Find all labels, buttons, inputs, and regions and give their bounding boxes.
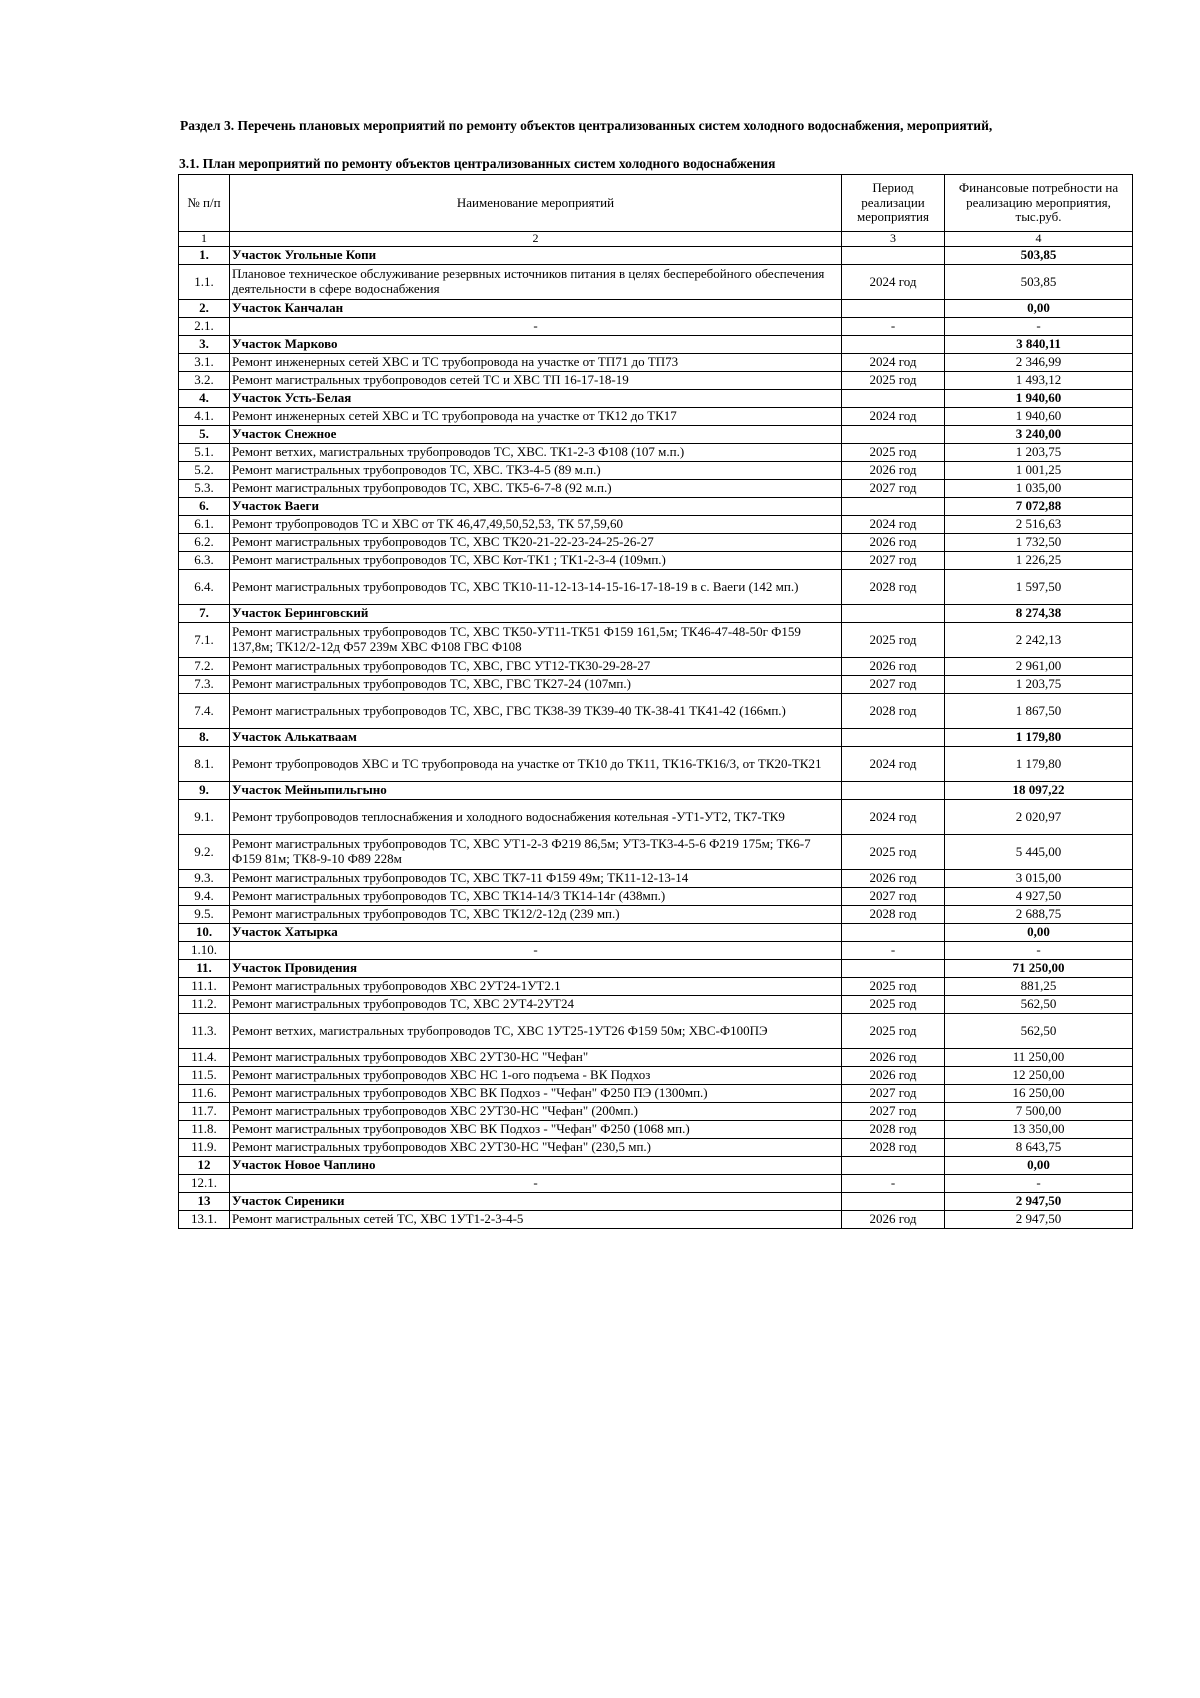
row-cost: 71 250,00 xyxy=(945,960,1133,978)
row-name: Ремонт магистральных трубопроводов сетей ТС и ХВС ТП 16-17-18-19 xyxy=(230,372,842,390)
row-period: 2027 год xyxy=(842,1103,945,1121)
row-cost: 562,50 xyxy=(945,1014,1133,1049)
row-cost: 1 203,75 xyxy=(945,444,1133,462)
table-row xyxy=(179,462,1133,480)
table-row xyxy=(179,800,1133,835)
column-number: 2 xyxy=(230,232,842,247)
section-row xyxy=(179,498,1133,516)
row-number: 11.7. xyxy=(179,1103,230,1121)
section-row xyxy=(179,960,1133,978)
row-period: 2028 год xyxy=(842,1121,945,1139)
row-cost: 0,00 xyxy=(945,300,1133,318)
row-period xyxy=(842,960,945,978)
row-name: Участок Хатырка xyxy=(230,924,842,942)
row-number: 11.2. xyxy=(179,996,230,1014)
row-period: 2025 год xyxy=(842,1014,945,1049)
row-name: Ремонт магистральных трубопроводов ТС, ХВС ТК12/2-12д (239 мп.) xyxy=(230,906,842,924)
row-cost: - xyxy=(945,318,1133,336)
table-row xyxy=(179,408,1133,426)
row-number: 2. xyxy=(179,300,230,318)
row-name: Ремонт инженерных сетей ХВС и ТС трубопровода на участке от ТК12 до ТК17 xyxy=(230,408,842,426)
row-name: Ремонт магистральных трубопроводов ТС, ХВС, ГВС УТ12-ТК30-29-28-27 xyxy=(230,658,842,676)
table-row xyxy=(179,1175,1133,1193)
row-number: 3.2. xyxy=(179,372,230,390)
table-header-row xyxy=(179,175,1133,232)
table-row xyxy=(179,996,1133,1014)
row-period: 2028 год xyxy=(842,694,945,729)
table-row xyxy=(179,1103,1133,1121)
row-number: 11.1. xyxy=(179,978,230,996)
section-row xyxy=(179,782,1133,800)
column-number: 3 xyxy=(842,232,945,247)
row-number: 9.2. xyxy=(179,835,230,870)
row-number: 13 xyxy=(179,1193,230,1211)
row-period: 2028 год xyxy=(842,570,945,605)
table-row xyxy=(179,747,1133,782)
row-period: - xyxy=(842,318,945,336)
row-name: - xyxy=(230,942,842,960)
row-name: Ремонт магистральных трубопроводов ХВС НС 1-ого подъема - ВК Подхоз xyxy=(230,1067,842,1085)
row-period: 2024 год xyxy=(842,747,945,782)
row-name: Ремонт магистральных трубопроводов ТС, ХВС УТ1-2-3 Ф219 86,5м; УТ3-ТК3-4-5-6 Ф219 175м; ТК6-7 Ф159 81м; ТК8-9-10 Ф89 228м xyxy=(230,835,842,870)
row-period: 2025 год xyxy=(842,835,945,870)
row-cost: 1 732,50 xyxy=(945,534,1133,552)
repair-plan-table xyxy=(178,174,1133,1229)
row-cost: 3 240,00 xyxy=(945,426,1133,444)
row-name: Ремонт магистральных трубопроводов ТС, ХВС, ГВС ТК27-24 (107мп.) xyxy=(230,676,842,694)
row-cost: 2 020,97 xyxy=(945,800,1133,835)
section-row xyxy=(179,426,1133,444)
table-row xyxy=(179,534,1133,552)
row-name: Ремонт магистральных трубопроводов ТС, ХВС, ГВС ТК38-39 ТК39-40 ТК-38-41 ТК41-42 (166мп.) xyxy=(230,694,842,729)
row-name: - xyxy=(230,1175,842,1193)
row-number: 11.3. xyxy=(179,1014,230,1049)
row-name: Ремонт магистральных трубопроводов ХВС 2УТ30-НС "Чефан" (200мп.) xyxy=(230,1103,842,1121)
row-cost: 1 179,80 xyxy=(945,729,1133,747)
table-row xyxy=(179,318,1133,336)
row-cost: 562,50 xyxy=(945,996,1133,1014)
row-name: Ремонт ветхих, магистральных трубопроводов ТС, ХВС. ТК1-2-3 Ф108 (107 м.п.) xyxy=(230,444,842,462)
row-number: 6. xyxy=(179,498,230,516)
row-period: 2026 год xyxy=(842,1049,945,1067)
row-cost: 3 015,00 xyxy=(945,870,1133,888)
subsection-title: 3.1. План мероприятий по ремонту объектов централизованных систем холодного водоснабжения xyxy=(179,156,776,171)
row-cost: 1 179,80 xyxy=(945,747,1133,782)
row-name: Участок Мейныпильгыно xyxy=(230,782,842,800)
table-row xyxy=(179,623,1133,658)
row-cost: 1 867,50 xyxy=(945,694,1133,729)
table-row xyxy=(179,265,1133,300)
row-cost: 2 947,50 xyxy=(945,1211,1133,1229)
row-cost: 2 242,13 xyxy=(945,623,1133,658)
row-cost: 2 947,50 xyxy=(945,1193,1133,1211)
table-row xyxy=(179,516,1133,534)
row-cost: 7 500,00 xyxy=(945,1103,1133,1121)
row-name: Участок Марково xyxy=(230,336,842,354)
row-cost: 1 035,00 xyxy=(945,480,1133,498)
row-cost: 503,85 xyxy=(945,265,1133,300)
row-period xyxy=(842,605,945,623)
row-period: 2025 год xyxy=(842,372,945,390)
row-number: 11. xyxy=(179,960,230,978)
row-number: 4. xyxy=(179,390,230,408)
row-name: Участок Алькатваам xyxy=(230,729,842,747)
row-name: Участок Усть-Белая xyxy=(230,390,842,408)
row-cost: 2 688,75 xyxy=(945,906,1133,924)
row-cost: 7 072,88 xyxy=(945,498,1133,516)
row-period: 2027 год xyxy=(842,480,945,498)
row-period: 2026 год xyxy=(842,658,945,676)
row-number: 5.2. xyxy=(179,462,230,480)
row-period: 2025 год xyxy=(842,996,945,1014)
row-cost: 2 961,00 xyxy=(945,658,1133,676)
row-number: 1.10. xyxy=(179,942,230,960)
row-number: 9.3. xyxy=(179,870,230,888)
row-number: 11.5. xyxy=(179,1067,230,1085)
table-row xyxy=(179,444,1133,462)
row-number: 6.1. xyxy=(179,516,230,534)
row-cost: 12 250,00 xyxy=(945,1067,1133,1085)
row-cost: 1 226,25 xyxy=(945,552,1133,570)
row-period xyxy=(842,426,945,444)
table-row xyxy=(179,570,1133,605)
row-name: Ремонт магистральных трубопроводов ТС, ХВС ТК10-11-12-13-14-15-16-17-18-19 в с. Ваеги (142 мп.) xyxy=(230,570,842,605)
row-cost: 4 927,50 xyxy=(945,888,1133,906)
row-period: 2026 год xyxy=(842,1211,945,1229)
table-row xyxy=(179,888,1133,906)
row-name: Ремонт трубопроводов ХВС и ТС трубопровода на участке от ТК10 до ТК11, ТК16-ТК16/3, от ТК20-ТК21 xyxy=(230,747,842,782)
row-period xyxy=(842,1157,945,1175)
row-period: 2026 год xyxy=(842,870,945,888)
row-cost: 11 250,00 xyxy=(945,1049,1133,1067)
row-cost: - xyxy=(945,1175,1133,1193)
row-period: 2028 год xyxy=(842,1139,945,1157)
section-row xyxy=(179,729,1133,747)
row-name: Ремонт магистральных трубопроводов ТС, ХВС ТК14-14/3 ТК14-14г (438мп.) xyxy=(230,888,842,906)
row-period xyxy=(842,300,945,318)
row-name: Ремонт магистральных трубопроводов ТС, ХВС 2УТ4-2УТ24 xyxy=(230,996,842,1014)
row-period: 2026 год xyxy=(842,462,945,480)
header-cost: Финансовые потребности на реализацию мероприятия, тыс.руб. xyxy=(945,175,1133,232)
row-period xyxy=(842,1193,945,1211)
row-cost: 1 940,60 xyxy=(945,408,1133,426)
row-number: 9.1. xyxy=(179,800,230,835)
row-cost: 1 203,75 xyxy=(945,676,1133,694)
row-number: 7.1. xyxy=(179,623,230,658)
row-number: 6.4. xyxy=(179,570,230,605)
row-period: 2027 год xyxy=(842,888,945,906)
section-row xyxy=(179,1193,1133,1211)
row-cost: 1 493,12 xyxy=(945,372,1133,390)
table-body xyxy=(179,247,1133,1229)
column-number: 1 xyxy=(179,232,230,247)
row-number: 5.1. xyxy=(179,444,230,462)
row-number: 13.1. xyxy=(179,1211,230,1229)
row-number: 9. xyxy=(179,782,230,800)
table-row xyxy=(179,1085,1133,1103)
row-name: Ремонт инженерных сетей ХВС и ТС трубопровода на участке от ТП71 до ТП73 xyxy=(230,354,842,372)
row-period: 2025 год xyxy=(842,978,945,996)
table-row xyxy=(179,658,1133,676)
row-number: 11.8. xyxy=(179,1121,230,1139)
row-name: Ремонт магистральных трубопроводов ХВС ВК Подхоз - "Чефан" Ф250 (1068 мп.) xyxy=(230,1121,842,1139)
row-number: 7.3. xyxy=(179,676,230,694)
row-cost: 1 940,60 xyxy=(945,390,1133,408)
row-number: 5.3. xyxy=(179,480,230,498)
row-period xyxy=(842,729,945,747)
row-name: Плановое техническое обслуживание резервных источников питания в целях бесперебойного обеспечения деятельности в сфере водоснабжения xyxy=(230,265,842,300)
row-number: 9.5. xyxy=(179,906,230,924)
row-period: 2025 год xyxy=(842,623,945,658)
row-period xyxy=(842,247,945,265)
row-number: 12 xyxy=(179,1157,230,1175)
row-name: Ремонт магистральных трубопроводов ТС, ХВС. ТК3-4-5 (89 м.п.) xyxy=(230,462,842,480)
table-row xyxy=(179,1211,1133,1229)
row-name: Участок Снежное xyxy=(230,426,842,444)
row-cost: 5 445,00 xyxy=(945,835,1133,870)
row-period xyxy=(842,498,945,516)
row-period: - xyxy=(842,1175,945,1193)
row-name: Ремонт ветхих, магистральных трубопроводов ТС, ХВС 1УТ25-1УТ26 Ф159 50м; ХВС-Ф100ПЭ xyxy=(230,1014,842,1049)
table-row xyxy=(179,1139,1133,1157)
section-row xyxy=(179,390,1133,408)
row-cost: 18 097,22 xyxy=(945,782,1133,800)
row-cost: 881,25 xyxy=(945,978,1133,996)
row-name: Ремонт магистральных трубопроводов ХВС 2УТ30-НС "Чефан" xyxy=(230,1049,842,1067)
table-row xyxy=(179,1014,1133,1049)
table-row xyxy=(179,870,1133,888)
row-number: 8. xyxy=(179,729,230,747)
row-cost: - xyxy=(945,942,1133,960)
row-name: Ремонт магистральных трубопроводов ТС, ХВС. ТК5-6-7-8 (92 м.п.) xyxy=(230,480,842,498)
row-period xyxy=(842,390,945,408)
column-number: 4 xyxy=(945,232,1133,247)
row-cost: 0,00 xyxy=(945,1157,1133,1175)
row-period: 2024 год xyxy=(842,408,945,426)
row-period: - xyxy=(842,942,945,960)
row-name: Ремонт магистральных трубопроводов ТС, ХВС ТК7-11 Ф159 49м; ТК11-12-13-14 xyxy=(230,870,842,888)
header-name: Наименование мероприятий xyxy=(230,175,842,232)
row-number: 3. xyxy=(179,336,230,354)
section-title: Раздел 3. Перечень плановых мероприятий по ремонту объектов централизованных систем холодного водоснабжения, мероприятий, xyxy=(180,118,993,133)
header-num: № п/п xyxy=(179,175,230,232)
table-row xyxy=(179,835,1133,870)
table-row xyxy=(179,372,1133,390)
row-period xyxy=(842,782,945,800)
row-number: 3.1. xyxy=(179,354,230,372)
row-number: 9.4. xyxy=(179,888,230,906)
row-cost: 1 001,25 xyxy=(945,462,1133,480)
section-row xyxy=(179,924,1133,942)
section-row xyxy=(179,300,1133,318)
row-period: 2026 год xyxy=(842,534,945,552)
row-period: 2027 год xyxy=(842,552,945,570)
row-name: Ремонт магистральных трубопроводов ТС, ХВС ТК20-21-22-23-24-25-26-27 xyxy=(230,534,842,552)
row-cost: 13 350,00 xyxy=(945,1121,1133,1139)
row-period: 2027 год xyxy=(842,676,945,694)
row-number: 7.2. xyxy=(179,658,230,676)
row-number: 11.9. xyxy=(179,1139,230,1157)
row-period: 2024 год xyxy=(842,354,945,372)
row-period: 2024 год xyxy=(842,516,945,534)
section-row xyxy=(179,605,1133,623)
row-period: 2025 год xyxy=(842,444,945,462)
row-name: Участок Ваеги xyxy=(230,498,842,516)
row-period: 2026 год xyxy=(842,1067,945,1085)
row-name: Участок Беринговский xyxy=(230,605,842,623)
row-cost: 8 643,75 xyxy=(945,1139,1133,1157)
table-row xyxy=(179,942,1133,960)
section-row xyxy=(179,1157,1133,1175)
row-number: 6.3. xyxy=(179,552,230,570)
table-row xyxy=(179,694,1133,729)
row-period: 2027 год xyxy=(842,1085,945,1103)
section-row xyxy=(179,336,1133,354)
row-number: 4.1. xyxy=(179,408,230,426)
row-number: 5. xyxy=(179,426,230,444)
row-number: 1.1. xyxy=(179,265,230,300)
row-period xyxy=(842,336,945,354)
row-cost: 1 597,50 xyxy=(945,570,1133,605)
section-row xyxy=(179,247,1133,265)
table-row xyxy=(179,480,1133,498)
row-name: Ремонт магистральных трубопроводов ХВС 2УТ30-НС "Чефан" (230,5 мп.) xyxy=(230,1139,842,1157)
table-row xyxy=(179,354,1133,372)
row-number: 11.4. xyxy=(179,1049,230,1067)
table-row xyxy=(179,1067,1133,1085)
table-row xyxy=(179,978,1133,996)
row-number: 1. xyxy=(179,247,230,265)
table-row xyxy=(179,1049,1133,1067)
table-row xyxy=(179,552,1133,570)
row-cost: 2 516,63 xyxy=(945,516,1133,534)
row-period: 2024 год xyxy=(842,800,945,835)
row-period: 2028 год xyxy=(842,906,945,924)
row-number: 8.1. xyxy=(179,747,230,782)
table-row xyxy=(179,1121,1133,1139)
row-cost: 503,85 xyxy=(945,247,1133,265)
row-name: Участок Канчалан xyxy=(230,300,842,318)
row-name: Участок Угольные Копи xyxy=(230,247,842,265)
table-row xyxy=(179,906,1133,924)
row-cost: 0,00 xyxy=(945,924,1133,942)
row-number: 10. xyxy=(179,924,230,942)
row-name: Ремонт трубопроводов ТС и ХВС от ТК 46,47,49,50,52,53, ТК 57,59,60 xyxy=(230,516,842,534)
row-name: Ремонт магистральных трубопроводов ТС, ХВС Кот-ТК1 ; ТК1-2-3-4 (109мп.) xyxy=(230,552,842,570)
row-name: Ремонт трубопроводов теплоснабжения и холодного водоснабжения котельная -УТ1-УТ2, ТК7-ТК9 xyxy=(230,800,842,835)
row-number: 6.2. xyxy=(179,534,230,552)
row-name: Ремонт магистральных сетей ТС, ХВС 1УТ1-2-3-4-5 xyxy=(230,1211,842,1229)
row-name: Участок Сиреники xyxy=(230,1193,842,1211)
row-period: 2024 год xyxy=(842,265,945,300)
row-period xyxy=(842,924,945,942)
row-number: 11.6. xyxy=(179,1085,230,1103)
row-number: 2.1. xyxy=(179,318,230,336)
row-number: 7.4. xyxy=(179,694,230,729)
row-cost: 3 840,11 xyxy=(945,336,1133,354)
row-name: - xyxy=(230,318,842,336)
table-row xyxy=(179,676,1133,694)
row-cost: 16 250,00 xyxy=(945,1085,1133,1103)
row-name: Ремонт магистральных трубопроводов ХВС ВК Подхоз - "Чефан" Ф250 ПЭ (1300мп.) xyxy=(230,1085,842,1103)
column-number-row xyxy=(179,232,1133,247)
row-name: Участок Провидения xyxy=(230,960,842,978)
row-name: Участок Новое Чаплино xyxy=(230,1157,842,1175)
row-number: 7. xyxy=(179,605,230,623)
row-name: Ремонт магистральных трубопроводов ТС, ХВС ТК50-УТ11-ТК51 Ф159 161,5м; ТК46-47-48-50г Ф159 137,8м; ТК12/2-12д Ф57 239м ХВС Ф108 ГВС Ф108 xyxy=(230,623,842,658)
row-cost: 8 274,38 xyxy=(945,605,1133,623)
row-cost: 2 346,99 xyxy=(945,354,1133,372)
header-period: Период реализации мероприятия xyxy=(842,175,945,232)
row-number: 12.1. xyxy=(179,1175,230,1193)
row-name: Ремонт магистральных трубопроводов ХВС 2УТ24-1УТ2.1 xyxy=(230,978,842,996)
